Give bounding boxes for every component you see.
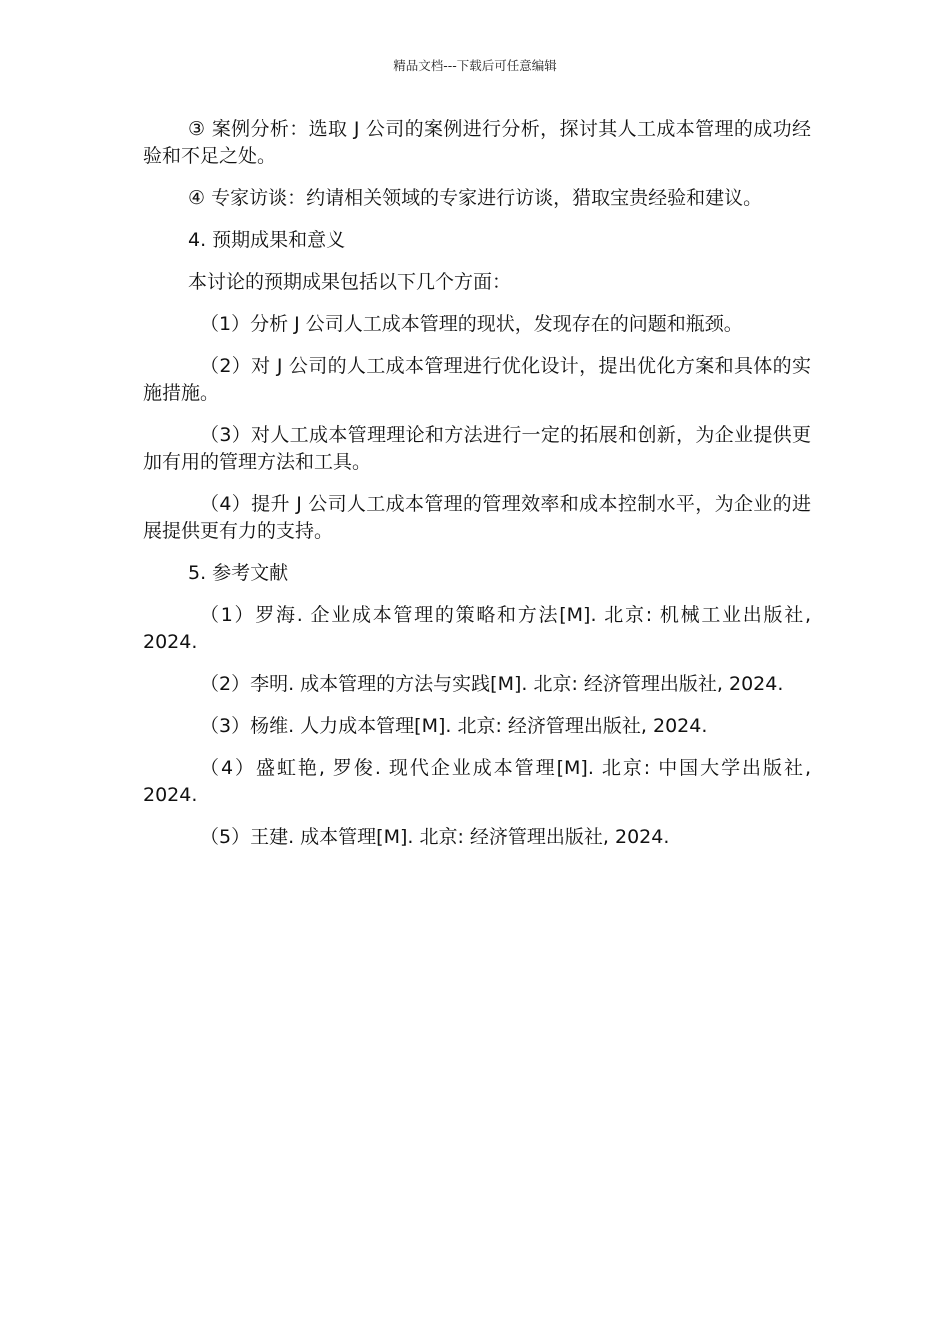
- reference-item-1: （1）罗海. 企业成本管理的策略和方法[M]. 北京: 机械工业出版社, 2024.: [143, 604, 811, 653]
- expected-result-item-1: （1）分析 J 公司人工成本管理的现状，发现存在的问题和瓶颈。: [200, 313, 743, 335]
- reference-item-3: （3）杨维. 人力成本管理[M]. 北京: 经济管理出版社, 2024.: [200, 715, 708, 737]
- expected-result-item-4: （4）提升 J 公司人工成本管理的管理效率和成本控制水平，为企业的进展提供更有力的支持。: [143, 493, 811, 542]
- document-body: [143, 116, 811, 866]
- reference-item-4: （4）盛虹艳, 罗俊. 现代企业成本管理[M]. 北京: 中国大学出版社, 2024.: [143, 757, 811, 806]
- expected-results-intro: 本讨论的预期成果包括以下几个方面：: [188, 271, 512, 293]
- expected-result-item-3: （3）对人工成本管理理论和方法进行一定的拓展和创新，为企业提供更加有用的管理方法和工具。: [143, 424, 811, 473]
- page-header: 精品文档---下载后可任意编辑: [393, 58, 557, 73]
- section-heading-references: 5. 参考文献: [188, 562, 289, 584]
- method-expert-interview: ④ 专家访谈：约请相关领域的专家进行访谈，猎取宝贵经验和建议。: [188, 187, 763, 209]
- method-case-analysis: ③ 案例分析：选取 J 公司的案例进行分析，探讨其人工成本管理的成功经验和不足之处。: [143, 118, 811, 167]
- section-heading-expected-results: 4. 预期成果和意义: [188, 229, 346, 251]
- expected-result-item-2: （2）对 J 公司的人工成本管理进行优化设计，提出优化方案和具体的实施措施。: [143, 355, 811, 404]
- reference-item-2: （2）李明. 成本管理的方法与实践[M]. 北京: 经济管理出版社, 2024.: [200, 673, 784, 695]
- reference-item-5: （5）王建. 成本管理[M]. 北京: 经济管理出版社, 2024.: [200, 826, 670, 848]
